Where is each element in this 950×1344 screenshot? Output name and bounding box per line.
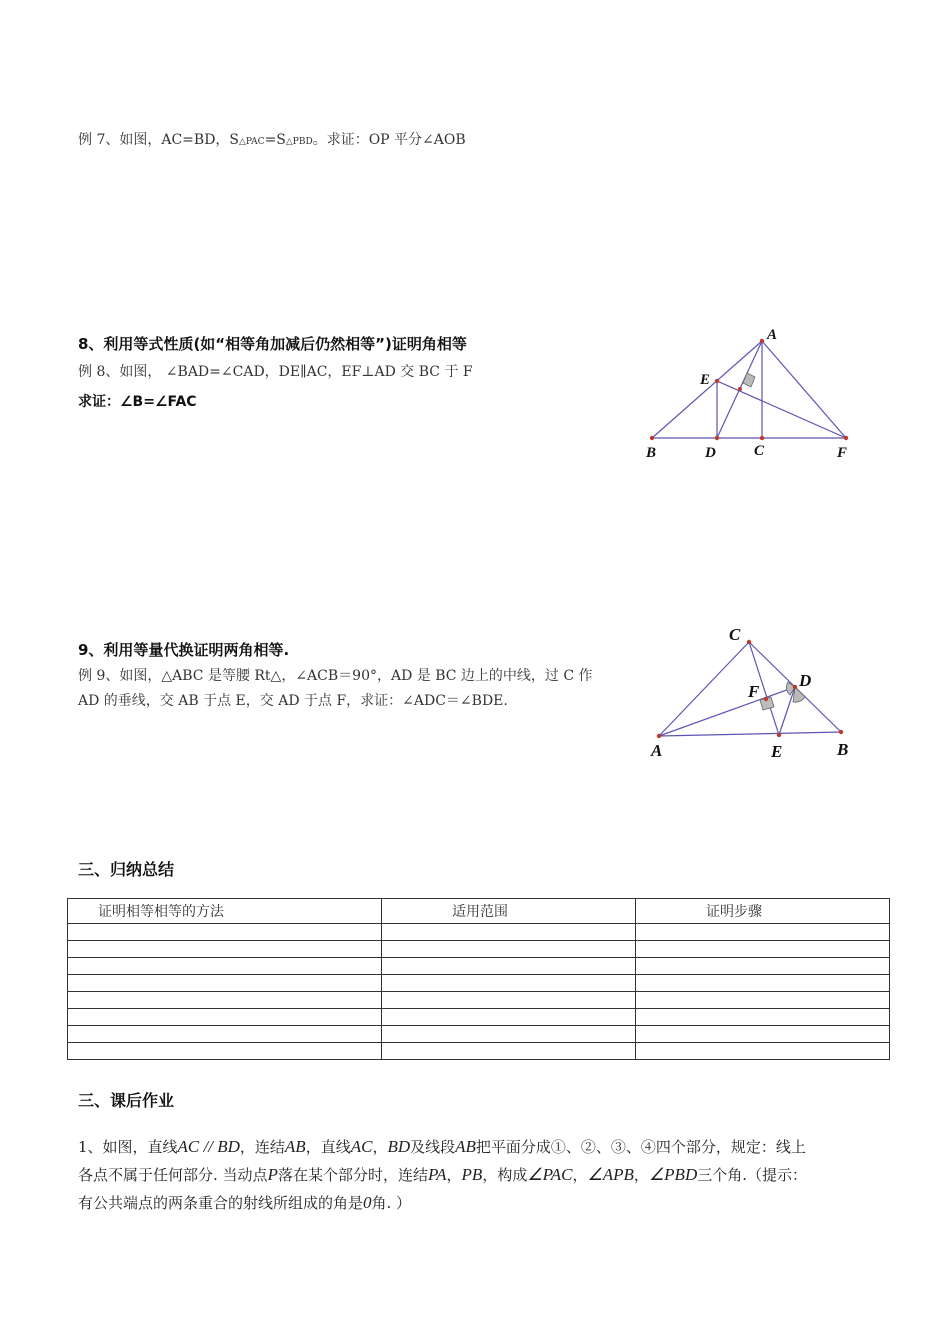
point-e <box>715 379 719 383</box>
table-row <box>68 941 890 958</box>
example-8-prove: 求证：∠B=∠FAC <box>78 394 197 410</box>
label-b: B <box>837 740 849 759</box>
label-b: B <box>646 445 657 461</box>
label-e: E <box>771 742 783 761</box>
homework-line-2: 各点不属于任何部分. 当动点P落在某个部分时，连结PA，PB，构成∠PAC，∠APB，∠PBD三个角.（提示： <box>78 1165 808 1184</box>
point-d <box>715 436 719 440</box>
figure-example-8 <box>640 325 860 465</box>
table-row <box>68 992 890 1009</box>
table-row <box>68 1043 890 1060</box>
column-header-scope: 适用范围 <box>382 899 636 924</box>
line-ad <box>659 687 795 736</box>
label-f: F <box>837 445 848 461</box>
line-de <box>779 687 795 735</box>
summary-table <box>67 898 890 1060</box>
example-7: 例 7、如图，AC=BD，S△PAC=S△PBD。求证：OP 平分∠AOB <box>78 132 466 148</box>
figure-example-9 <box>645 620 865 765</box>
line-ac <box>659 642 749 736</box>
line-ef <box>717 381 846 438</box>
label-f: F <box>748 682 760 701</box>
homework-line-3: 有公共端点的两条重合的射线所组成的角是0角. ） <box>78 1193 412 1212</box>
column-header-steps: 证明步骤 <box>636 899 890 924</box>
example-9-line1: 例 9、如图，△ABC 是等腰 Rt△，∠ACB＝90°，AD 是 BC 边上的中线，过 C 作 <box>78 668 593 684</box>
table-row <box>68 958 890 975</box>
point-f <box>844 436 848 440</box>
point-c <box>760 436 764 440</box>
line-ab <box>652 341 762 438</box>
label-a: A <box>651 741 663 760</box>
section-9-heading: 9、利用等量代换证明两角相等. <box>78 641 290 659</box>
right-angle-mark <box>743 373 755 387</box>
homework-line-1: 1、如图，直线AC // BD，连结AB，直线AC，BD及线段AB把平面分成①、②、③、④四个部分，规定：线上 <box>78 1137 806 1156</box>
point-b <box>839 730 843 734</box>
example-8-text: 例 8、如图， ∠BAD=∠CAD，DE∥AC，EF⊥AD 交 BC 于 F <box>78 364 473 380</box>
subscript-pbd: △PBD <box>285 137 313 147</box>
label-e: E <box>700 372 711 388</box>
section-8-heading: 8、利用等式性质(如“相等角加减后仍然相等”)证明角相等 <box>78 335 467 353</box>
point-intersection <box>738 387 742 391</box>
column-header-method: 证明相等相等的方法 <box>68 899 382 924</box>
point-b <box>650 436 654 440</box>
table-row <box>68 1026 890 1043</box>
table-header-row <box>68 899 890 924</box>
table-row <box>68 924 890 941</box>
point-d <box>793 685 797 689</box>
line-af <box>762 341 846 438</box>
example-9-line2: AD 的垂线，交 AB 于点 E，交 AD 于点 F，求证：∠ADC＝∠BDE. <box>78 693 508 709</box>
point-a <box>760 339 764 343</box>
subscript-pac: △PAC <box>239 137 265 147</box>
label-c: C <box>754 443 765 459</box>
line-ab <box>659 732 841 736</box>
point-c <box>747 640 751 644</box>
label-d: D <box>799 671 812 690</box>
label-c: C <box>729 625 741 644</box>
point-f <box>764 697 768 701</box>
homework-heading: 三、课后作业 <box>78 1091 175 1110</box>
point-e <box>777 733 781 737</box>
label-a: A <box>767 327 778 343</box>
table-row <box>68 1009 890 1026</box>
point-a <box>657 734 661 738</box>
label-d: D <box>705 445 716 461</box>
summary-heading: 三、归纳总结 <box>78 860 175 879</box>
table-row <box>68 975 890 992</box>
